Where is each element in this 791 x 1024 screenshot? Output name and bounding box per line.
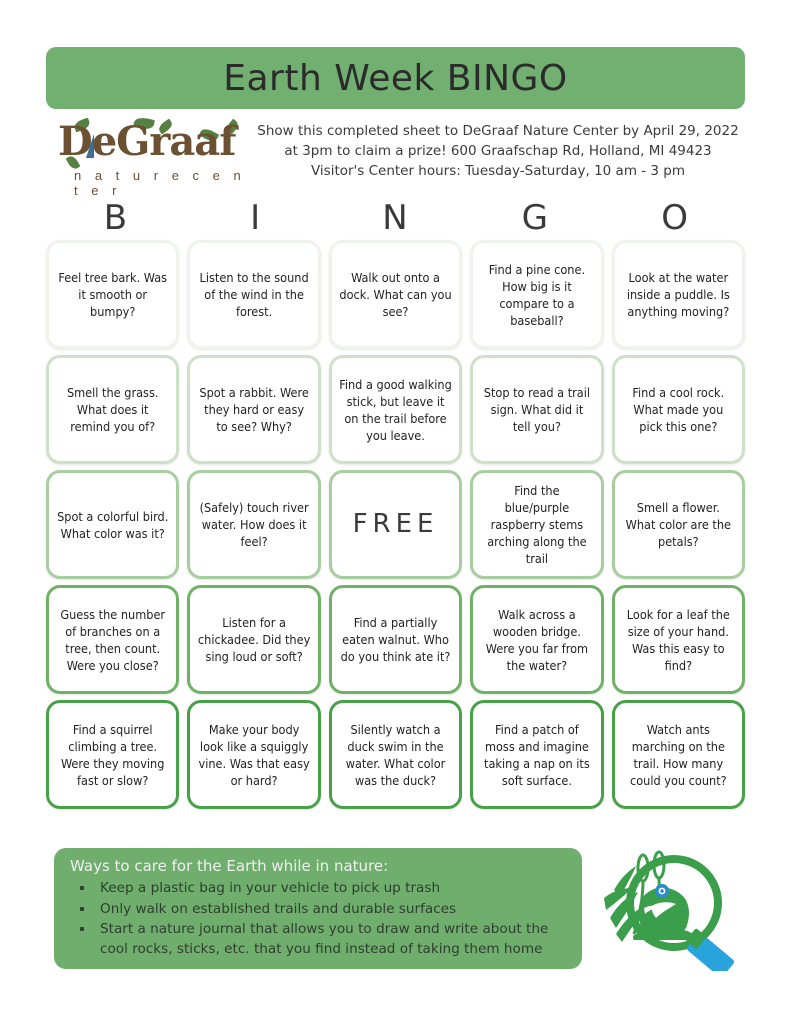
- column-letter-g: G: [521, 198, 549, 238]
- info-line-1: Show this completed sheet to DeGraaf Nature Center by April 29, 2022: [257, 123, 739, 139]
- bingo-cell[interactable]: [470, 700, 603, 809]
- bingo-cell-text: Walk out onto a dock. What can you see?: [339, 270, 452, 319]
- bingo-cell-text: Find a patch of moss and imagine taking a nap on its soft surface.: [484, 721, 590, 788]
- bingo-cell[interactable]: [612, 585, 745, 694]
- bingo-cell-text: Find a good walking stick, but leave it on the trail before you leave.: [339, 376, 452, 443]
- bingo-cell-text: Look at the water inside a puddle. Is anything moving?: [626, 270, 730, 319]
- bingo-cell-text: Listen to the sound of the wind in the forest.: [199, 270, 309, 319]
- bullet-icon: [80, 907, 84, 911]
- bingo-cell-text: Stop to read a trail sign. What did it tell you?: [483, 385, 591, 434]
- bingo-row: [46, 240, 745, 349]
- bingo-cell-text: FREE: [352, 509, 439, 539]
- bingo-cell-text: Find a partially eaten walnut. Who do you think ate it?: [340, 615, 451, 664]
- bingo-cell-text: Find a squirrel climbing a tree. Were they moving fast or slow?: [60, 721, 165, 788]
- title-banner: [46, 47, 745, 109]
- bingo-cell-text: Feel tree bark. Was it smooth or bumpy?: [58, 270, 168, 319]
- info-line-2: at 3pm to claim a prize! 600 Graafschap Rd, Holland, MI 49423: [284, 143, 712, 159]
- tips-list-item: [70, 900, 568, 920]
- bingo-cell[interactable]: [329, 700, 462, 809]
- bingo-cell-text: Walk across a wooden bridge. Were you far from the water?: [485, 606, 589, 673]
- bingo-cell[interactable]: [187, 355, 320, 464]
- tips-item-text: Keep a plastic bag in your vehicle to pick up trash: [100, 880, 441, 896]
- tips-list-item: [70, 920, 568, 959]
- bingo-cell-text: Find a cool rock. What made you pick this one?: [632, 385, 725, 434]
- info-block: [251, 121, 745, 181]
- info-line-3: Visitor's Center hours: Tuesday-Saturday, 10 am - 3 pm: [310, 163, 686, 179]
- bingo-cell[interactable]: [329, 355, 462, 464]
- bingo-cell[interactable]: [187, 240, 320, 349]
- column-letter-b: B: [103, 198, 129, 238]
- bingo-cell[interactable]: [46, 470, 179, 579]
- bingo-cell-text: Smell a flower. What color are the petals?: [625, 500, 731, 549]
- bingo-cell-text: Silently watch a duck swim in the water. What color was the duck?: [345, 721, 446, 788]
- bingo-cell[interactable]: [470, 240, 603, 349]
- bingo-grid: [46, 240, 745, 809]
- bingo-column-letters: [46, 198, 745, 238]
- bingo-cell-text: Find a pine cone. How big is it compare to a baseball?: [488, 261, 586, 328]
- bingo-cell-text: Spot a colorful bird. What color was it?: [57, 508, 169, 541]
- bingo-cell[interactable]: [470, 470, 603, 579]
- bingo-row: [46, 700, 745, 809]
- bingo-cell[interactable]: [329, 585, 462, 694]
- frog-magnifying-glass-icon: [596, 846, 756, 971]
- bingo-cell-text: (Safely) touch river water. How does it feel?: [199, 500, 309, 549]
- bingo-row: [46, 470, 745, 579]
- bingo-cell[interactable]: [470, 585, 603, 694]
- bingo-cell-text: Watch ants marching on the trail. How many could you count?: [629, 721, 727, 788]
- header-row: [46, 118, 745, 198]
- bingo-cell-text: Smell the grass. What does it remind you of?: [66, 385, 159, 434]
- tips-item-text: Only walk on established trails and durable surfaces: [100, 900, 457, 917]
- tips-item-text: Start a nature journal that allows you to draw and write about the cool rocks, sticks, etc. that you find instead of taking them home: [100, 921, 549, 957]
- bingo-cell[interactable]: [187, 470, 320, 579]
- bingo-cell[interactable]: [187, 700, 320, 809]
- bullet-icon: [80, 927, 84, 931]
- bingo-cell-text: Make your body look like a squiggly vine. Was that easy or hard?: [198, 721, 310, 788]
- bingo-cell[interactable]: [46, 240, 179, 349]
- tips-list: [70, 879, 568, 959]
- bingo-cell-text: Spot a rabbit. Were they hard or easy to see? Why?: [199, 385, 309, 434]
- bingo-cell[interactable]: [612, 355, 745, 464]
- bullet-icon: [80, 886, 84, 890]
- bingo-cell-text: Look for a leaf the size of your hand. Was this easy to find?: [626, 606, 730, 673]
- earth-care-tips-box: [54, 848, 582, 969]
- bingo-cell[interactable]: [329, 240, 462, 349]
- bingo-cell-text: Listen for a chickadee. Did they sing loud or soft?: [197, 615, 311, 664]
- bingo-cell[interactable]: [612, 700, 745, 809]
- bingo-row: [46, 585, 745, 694]
- tips-list-item: [70, 879, 568, 899]
- bingo-cell[interactable]: [46, 700, 179, 809]
- logo-subtitle: n a t u r e c e n t e r: [74, 168, 246, 198]
- bingo-cell[interactable]: [470, 355, 603, 464]
- logo-wordmark: DeGraaf: [58, 118, 236, 165]
- bingo-cell[interactable]: [612, 470, 745, 579]
- page-title: Earth Week BINGO: [223, 57, 568, 99]
- bingo-cell-text: Find the blue/purple raspberry stems arching along the trail: [487, 483, 587, 566]
- bingo-row: [46, 355, 745, 464]
- bingo-cell-free[interactable]: [329, 470, 462, 579]
- bingo-cell[interactable]: [46, 585, 179, 694]
- bingo-cell[interactable]: [187, 585, 320, 694]
- column-letter-o: O: [661, 198, 689, 238]
- column-letter-i: I: [250, 198, 262, 238]
- tips-title: Ways to care for the Earth while in nature:: [70, 857, 389, 875]
- column-letter-n: N: [382, 198, 409, 238]
- bingo-cell[interactable]: [612, 240, 745, 349]
- degraaf-logo: [50, 118, 250, 198]
- bingo-cell-text: Guess the number of branches on a tree, then count. Were you close?: [60, 606, 166, 673]
- bingo-cell[interactable]: [46, 355, 179, 464]
- frog-magnifying-glass-logo: [596, 846, 756, 971]
